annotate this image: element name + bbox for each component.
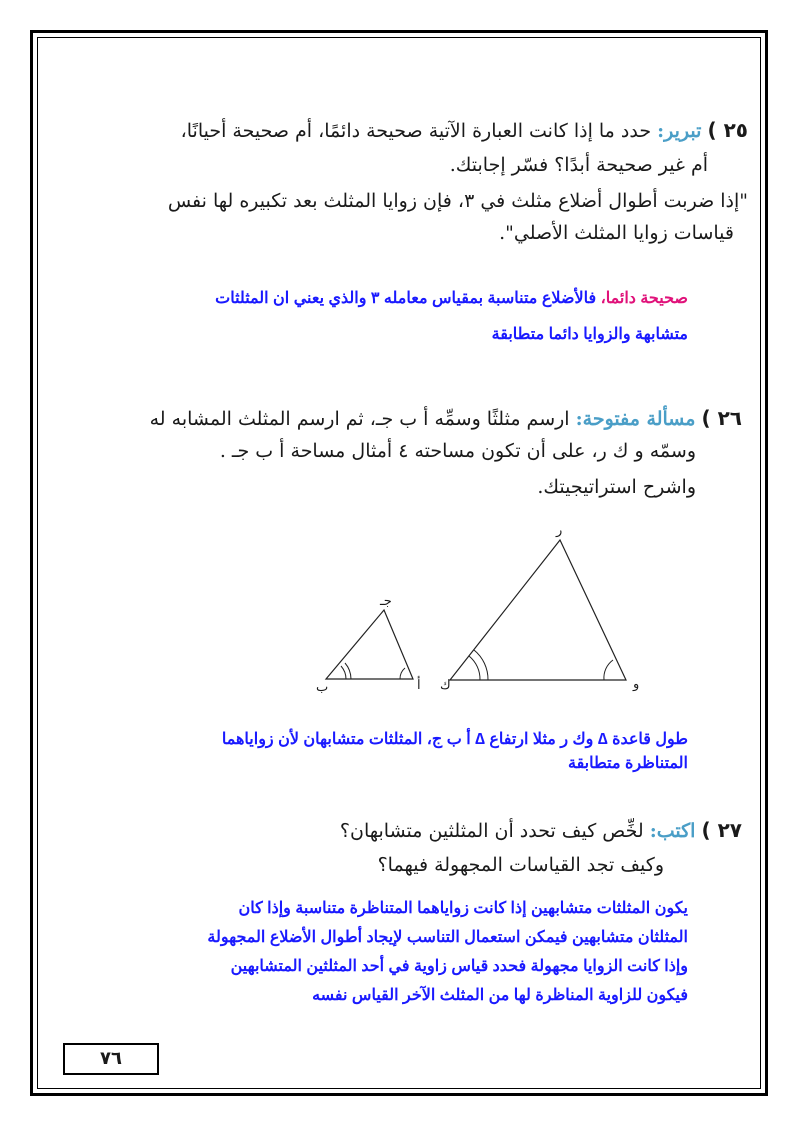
question-26-tag: مسألة مفتوحة: (575, 408, 696, 430)
large-triangle (450, 540, 626, 680)
answer-25-verdict: صحيحة دائما، (600, 290, 688, 307)
answer-26 (48, 728, 688, 776)
question-25-text-1: حدد ما إذا كانت العبارة الآتية صحيحة دائمًا، أم صحيحة أحيانًا، (180, 120, 652, 142)
vertex-label-large-left: و (633, 677, 640, 692)
question-27 (42, 816, 742, 879)
vertex-label-small-right: أ (417, 678, 421, 693)
question-25-quote-1: "إذا ضربت أطوال أضلاع مثلث في ٣، فإن زوايا المثلث بعد تكبيره لها نفس (167, 190, 748, 212)
answer-27-line-1: يكون المثلثات متشابهين إذا كانت زواياهما المتناظرة متناسبة وإذا كان (238, 900, 688, 917)
question-25-number: ٢٥ ) (707, 118, 748, 142)
question-25-quote-2: قياسات زوايا المثلث الأصلي". (499, 222, 734, 244)
answer-27-line-3: وإذا كانت الزوايا مجهولة فحدد قياس زاوية في أحد المثلثين المتشابهين (230, 958, 688, 975)
question-27-text-2: وكيف تجد القياسات المجهولة فيهما؟ (377, 854, 664, 876)
question-25-text-2: أم غير صحيحة أبدًا؟ فسّر إجابتك. (449, 154, 708, 176)
question-26-number: ٢٦ ) (701, 406, 742, 430)
question-27-number: ٢٧ ) (701, 818, 742, 842)
answer-25-line-1-rest: فالأضلاع متناسبة بمقياس معامله ٣ والذي يعني ان المثلثات (215, 290, 601, 307)
vertex-label-small-top: جـ (380, 594, 392, 609)
answer-27-line-4: فيكون للزاوية المناظرة لها من المثلث الآخر القياس نفسه (312, 987, 688, 1004)
question-27-line-1 (42, 816, 742, 845)
answer-27-line-2: المثلثان متشابهين فيمكن استعمال التناسب لإيجاد أطوال الأضلاع المجهولة (207, 929, 688, 946)
vertex-label-large-right: ك (440, 678, 451, 693)
answer-27 (48, 894, 688, 1010)
question-25-tag: تبرير: (657, 120, 702, 142)
vertex-label-small-left: ب (316, 680, 329, 695)
question-26-text-2: وسمّه و ك ر، على أن تكون مساحته ٤ أمثال مساحة أ ب جـ . (219, 440, 696, 462)
question-26-text-1: ارسم مثلثًا وسمِّه أ ب جـ، ثم ارسم المثلث المشابه له (149, 408, 570, 430)
question-27-tag: اكتب: (649, 820, 696, 842)
question-26-text-3: واشرح استراتيجيتك. (537, 476, 696, 498)
page-number: ٧٦ (63, 1043, 159, 1075)
vertex-label-large-top: ر (556, 523, 563, 538)
question-27-text-1: لخِّص كيف تحدد أن المثلثين متشابهان؟ (339, 820, 644, 842)
answer-26-line-1: طول قاعدة ∆ وك ر مثلا ارتفاع ∆ أ ب ج، المثلثات متشابهان لأن زواياهما (221, 731, 688, 748)
answer-26-line-2: المتناظرة متطابقة (567, 755, 688, 772)
small-triangle (326, 610, 413, 679)
answer-25-line-2: متشابهة والزوايا دائما متطابقة (491, 326, 688, 343)
